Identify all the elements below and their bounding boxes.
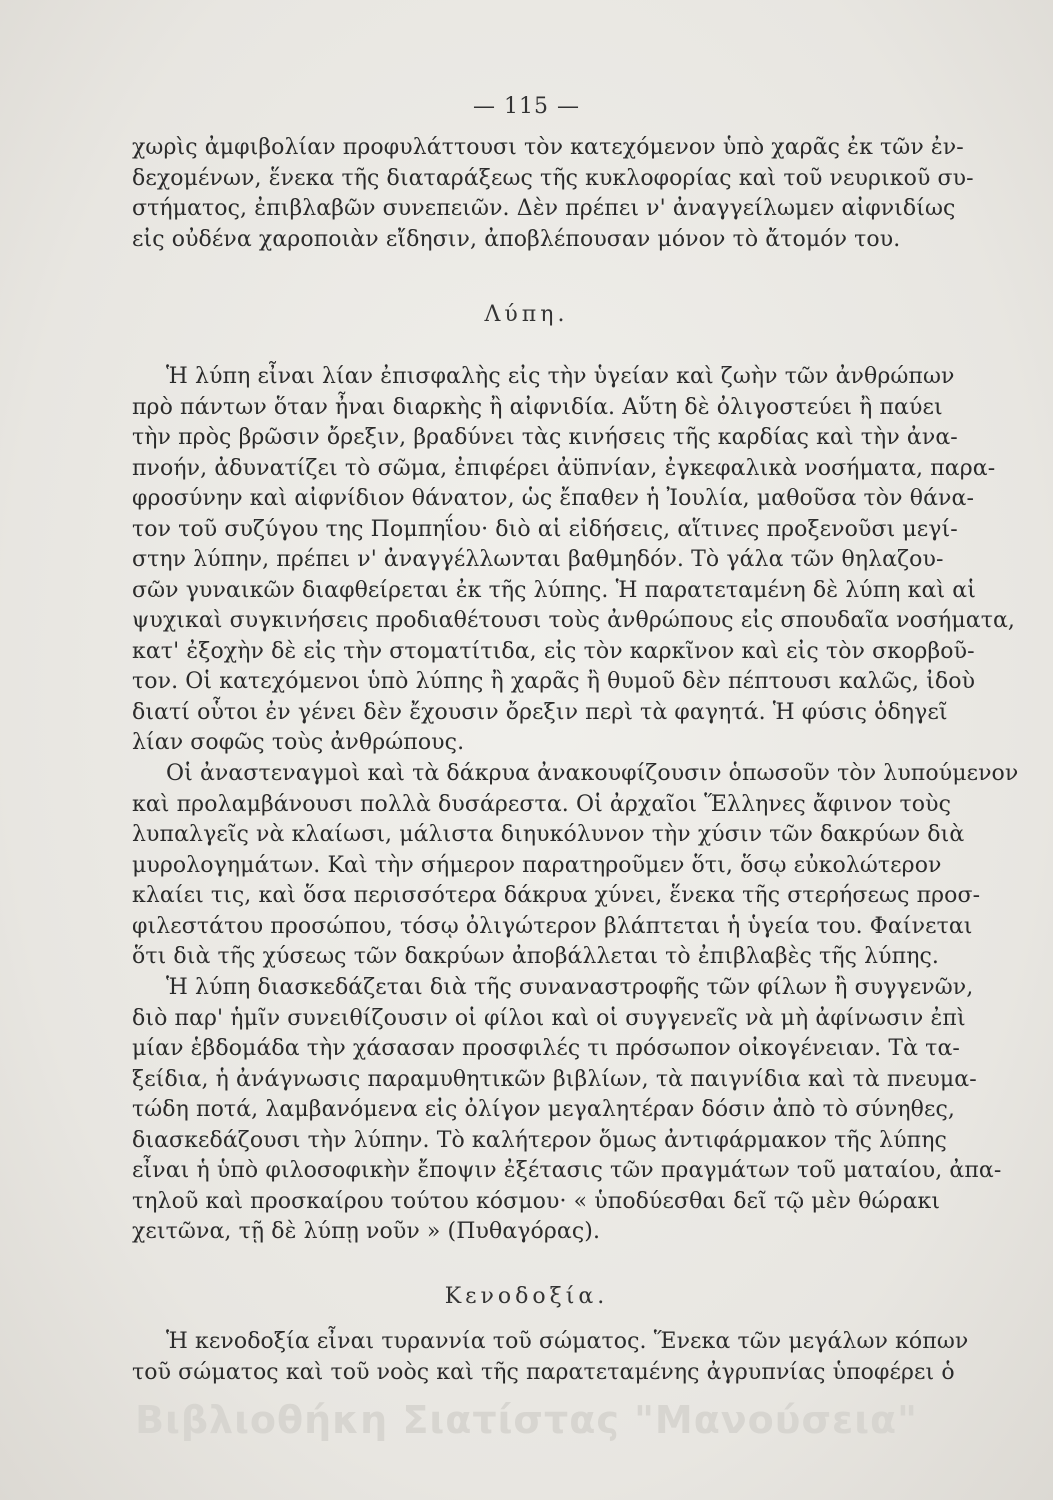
section-title-lypi: Λύπη. — [484, 302, 569, 327]
page-number: — 115 — — [473, 94, 580, 119]
text-line: μίαν ἑβδομάδα τὴν χάσασαν προσφιλές τι πρόσωπον οἰκογένειαν. Τὰ τα- — [132, 1036, 960, 1061]
text-line: τον. Οἱ κατεχόμενοι ὑπὸ λύπης ἢ χαρᾶς ἢ θυμοῦ δὲν πέπτουσι καλῶς, ἰδοὺ — [132, 669, 976, 694]
text-line: χειτῶνα, τῇ δὲ λύπῃ νοῦν » (Πυθαγόρας). — [132, 1219, 601, 1244]
text-line: μυρολογημάτων. Καὶ τὴν σήμερον παρατηροῦμεν ὅτι, ὅσῳ εὐκολώτερον — [132, 852, 942, 878]
text-line: διατί οὗτοι ἐν γένει δὲν ἔχουσιν ὄρεξιν περὶ τὰ φαγητά. Ἡ φύσις ὁδηγεῖ — [132, 699, 948, 725]
text-line: λυπαλγεῖς νὰ κλαίωσι, μάλιστα διηυκόλυνον τὴν χύσιν τῶν δακρύων διὰ — [132, 822, 965, 847]
intro-paragraph — [132, 133, 974, 255]
text-line: σῶν γυναικῶν διαφθείρεται ἐκ τῆς λύπης. Ἡ παρατεταμένη δὲ λύπη καὶ αἱ — [132, 577, 976, 603]
text-line: διὸ παρ' ἡμῖν συνειθίζουσιν οἱ φίλοι καὶ οἱ συγγενεῖς νὰ μὴ ἀφίνωσιν ἐπὶ — [132, 1005, 966, 1031]
text-line: Οἱ ἀναστεναγμοὶ καὶ τὰ δάκρυα ἀνακουφίζουσιν ὁπωσοῦν τὸν λυπούμενον — [166, 761, 1019, 786]
text-line: δεχομένων, ἕνεκα τῆς διαταράξεως τῆς κυκλοφορίας καὶ τοῦ νευρικοῦ συ- — [132, 165, 974, 191]
library-watermark: Βιβλιοθήκη Σιατίστας "Μανούσεια" — [135, 1398, 918, 1442]
text-line: κατ' ἐξοχὴν δὲ εἰς τὴν στοματίτιδα, εἰς τὸν καρκῖνον καὶ εἰς τὸν σκορβοῦ- — [132, 638, 975, 664]
section-kenodoxia-paragraph-1 — [132, 1327, 969, 1388]
text-line: ξείδια, ἡ ἀνάγνωσις παραμυθητικῶν βιβλίων, τὰ παιγνίδια καὶ τὰ πνευμα- — [132, 1066, 977, 1092]
text-line: φιλεστάτου προσώπου, τόσῳ ὀλιγώτερον βλάπτεται ἡ ὑγεία του. Φαίνεται — [132, 913, 973, 939]
text-line: στην λύπην, πρέπει ν' ἀναγγέλλωνται βαθμηδόν. Τὸ γάλα τῶν θηλαζου- — [132, 547, 944, 572]
text-line: τώδη ποτά, λαμβανόμενα εἰς ὀλίγον μεγαλητέραν δόσιν ἀπὸ τὸ σύνηθες, — [132, 1097, 955, 1122]
section-lypi-paragraph-2 — [132, 759, 1019, 973]
text-line: χωρὶς ἀμφιβολίαν προφυλάττουσι τὸν κατεχόμενον ὑπὸ χαρᾶς ἐκ τῶν ἐν- — [132, 135, 964, 160]
section-title-kenodoxia: Κενοδοξία. — [444, 1284, 609, 1309]
text-line: εἶναι ἡ ὑπὸ φιλοσοφικὴν ἔποψιν ἐξέτασις τῶν πραγμάτων τοῦ ματαίου, ἀπα- — [132, 1158, 1002, 1183]
text-line: λίαν σοφῶς τοὺς ἀνθρώπους. — [132, 730, 465, 755]
text-line: Ἡ λύπη διασκεδάζεται διὰ τῆς συναναστροφῆς τῶν φίλων ἢ συγγενῶν, — [166, 975, 974, 1000]
text-line: διασκεδάζουσι τὴν λύπην. Τὸ καλήτερον ὅμως ἀντιφάρμακον τῆς λύπης — [132, 1127, 947, 1153]
text-line: καὶ προλαμβάνουσι πολλὰ δυσάρεστα. Οἱ ἀρχαῖοι Ἕλληνες ἄφινον τοὺς — [132, 791, 951, 817]
text-line: πρὸ πάντων ὅταν ἦναι διαρκὴς ἢ αἰφνιδία. Αὕτη δὲ ὀλιγοστεύει ἢ παύει — [132, 394, 943, 420]
section-lypi-paragraph-3 — [132, 973, 1002, 1248]
text-line: τὴν πρὸς βρῶσιν ὄρεξιν, βραδύνει τὰς κινήσεις τῆς καρδίας καὶ τὴν ἀνα- — [132, 425, 958, 450]
text-line: τον τοῦ συζύγου της Πομπηΐου· διὸ αἱ εἰδήσεις, αἵτινες προξενοῦσι μεγί- — [132, 516, 958, 542]
text-line: ψυχικαὶ συγκινήσεις προδιαθέτουσι τοὺς ἀνθρώπους εἰς σπουδαῖα νοσήματα, — [132, 608, 1016, 633]
text-line: εἰς οὐδένα χαροποιὰν εἴδησιν, ἀποβλέπουσαν μόνον τὸ ἄτομόν του. — [132, 226, 901, 252]
text-line: κλαίει τις, καὶ ὅσα περισσότερα δάκρυα χύνει, ἕνεκα τῆς στερήσεως προσ- — [132, 883, 981, 908]
text-line: φροσύνην καὶ αἰφνίδιον θάνατον, ὡς ἔπαθεν ἡ Ἰουλία, μαθοῦσα τὸν θάνα- — [132, 486, 974, 511]
text-line: Ἡ κενοδοξία εἶναι τυραννία τοῦ σώματος. Ἕνεκα τῶν μεγάλων κόπων — [166, 1329, 969, 1354]
text-line: τοῦ σώματος καὶ τοῦ νοὸς καὶ τῆς παρατεταμένης ἀγρυπνίας ὑποφέρει ὁ — [132, 1359, 955, 1385]
text-line: πνοήν, ἀδυνατίζει τὸ σῶμα, ἐπιφέρει ἀϋπνίαν, ἐγκεφαλικὰ νοσήματα, παρα- — [132, 455, 996, 481]
text-line: Ἡ λύπη εἶναι λίαν ἐπισφαλὴς εἰς τὴν ὑγείαν καὶ ζωὴν τῶν ἀνθρώπων — [166, 364, 955, 389]
text-line: ὅτι διὰ τῆς χύσεως τῶν δακρύων ἀποβάλλεται τὸ ἐπιβλαβὲς τῆς λύπης. — [132, 944, 939, 969]
text-line: στήματος, ἐπιβλαβῶν συνεπειῶν. Δὲν πρέπει ν' ἀναγγείλωμεν αἰφνιδίως — [132, 196, 956, 221]
text-line: τηλοῦ καὶ προσκαίρου τούτου κόσμου· « ὑποδύεσθαι δεῖ τῷ μὲν θώρακι — [132, 1188, 941, 1214]
section-lypi-paragraph-1 — [132, 362, 1016, 759]
